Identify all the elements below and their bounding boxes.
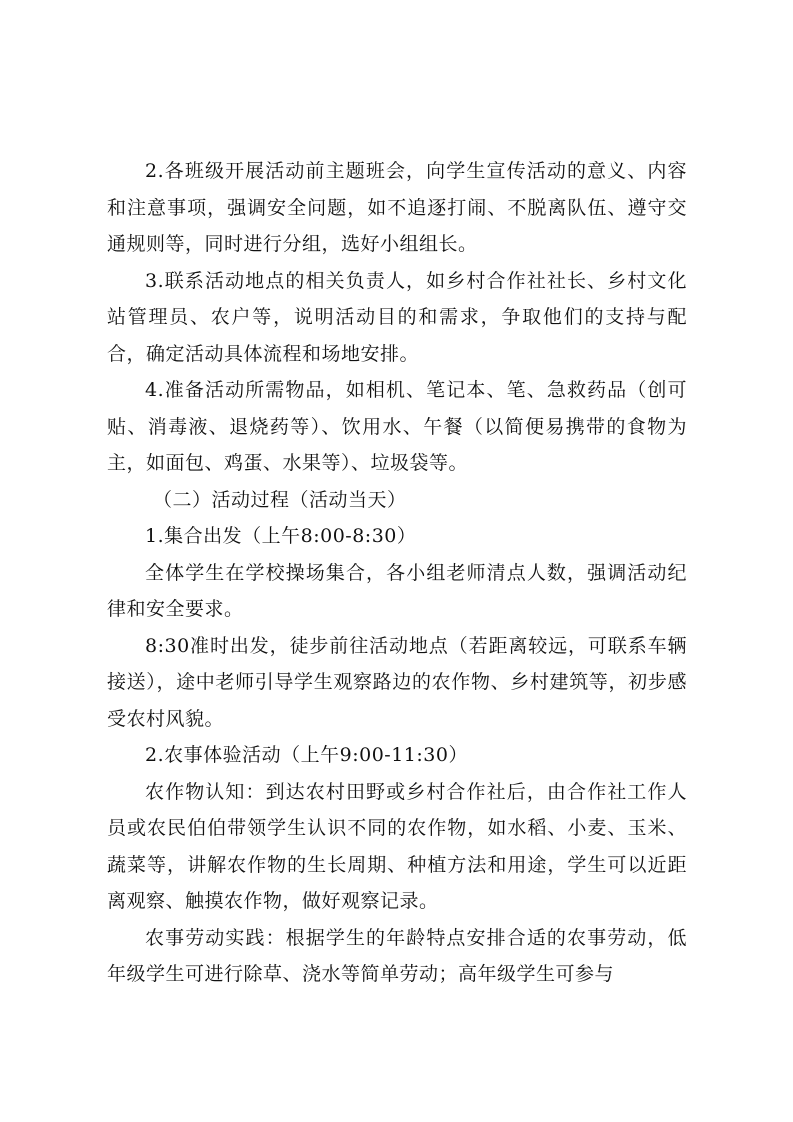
paragraph-contact-leaders: 3.联系活动地点的相关负责人，如乡村合作社社长、乡村文化站管理员、农户等，说明活动目的和需求，争取他们的支持与配合，确定活动具体流程和场地安排。	[107, 269, 687, 365]
heading-farming-experience: 2.农事体验活动（上午9:00-11:30）	[145, 744, 468, 766]
paragraph-farm-labor: 农事劳动实践：根据学生的年龄特点安排合适的农事劳动，低年级学生可进行除草、浇水等简单劳动；高年级学生可参与	[107, 926, 687, 985]
document-body	[107, 153, 687, 993]
paragraph-class-meeting: 2.各班级开展活动前主题班会，向学生宣传活动的意义、内容和注意事项，强调安全问题，如不追逐打闹、不脱离队伍、遵守交通规则等，同时进行分组，选好小组组长。	[107, 160, 687, 255]
section-heading-activity-process: （二）活动过程（活动当天）	[153, 488, 407, 511]
paragraph-prepare-supplies: 4.准备活动所需物品，如相机、笔记本、笔、急救药品（创可贴、消毒液、退烧药等）、饮用水、午餐（以简便易携带的食物为主，如面包、鸡蛋、水果等）、垃圾袋等。	[107, 379, 687, 474]
paragraph-crop-recognition: 农作物认知：到达农村田野或乡村合作社后，由合作社工作人员或农民伯伯带领学生认识不同的农作物，如水稻、小麦、玉米、蔬菜等，讲解农作物的生长周期、种植方法和用途，学生可以近距离观察、触摸农作物，做好观察记录。	[107, 780, 687, 912]
paragraph-assembly: 全体学生在学校操场集合，各小组老师清点人数，强调活动纪律和安全要求。	[107, 561, 687, 620]
paragraph-departure: 8:30准时出发，徒步前往活动地点（若距离较远，可联系车辆接送），途中老师引导学生观察路边的农作物、乡村建筑等，初步感受农村风貌。	[107, 634, 687, 730]
heading-assembly-departure: 1.集合出发（上午8:00-8:30）	[145, 525, 417, 547]
